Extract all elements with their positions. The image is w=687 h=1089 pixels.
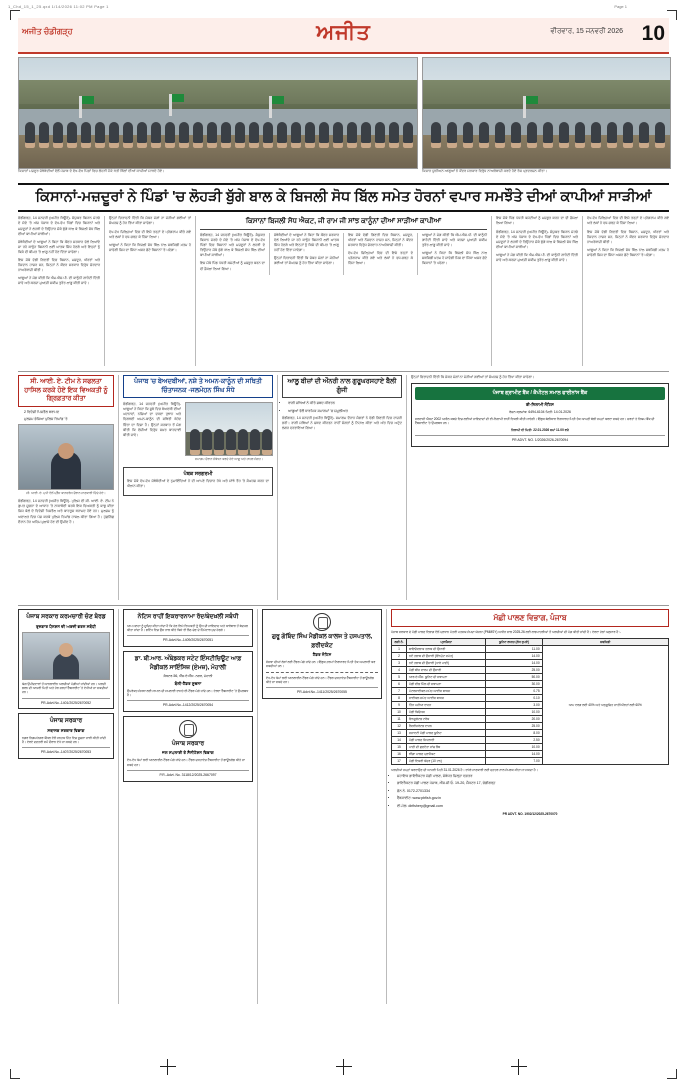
cell-unit-cost: 3.00 (486, 701, 542, 708)
cell-serial: 3 (392, 659, 407, 666)
ad-subtitle: ਜਲ ਸਪਲਾਈ ਤੇ ਸੈਨੀਟੇਸ਼ਨ ਵਿਭਾਗ (162, 750, 214, 756)
story-column-7 (496, 216, 578, 366)
paragraph: ਆਗੂਆਂ ਨੇ ਮੰਗ ਕੀਤੀ ਕਿ ਐਮ.ਐਸ.ਪੀ. ਦੀ ਕਾਨੂੰਨੀ ਗਾਰੰਟੀ ਦਿੱਤੀ ਜਾਵੇ ਅਤੇ ਕਰਜ਼ਾ ਮੁਆਫ਼ੀ ਸਕੀਮ ਤੁਰੰਤ ਲਾਗੂ ਕੀਤੀ ਜਾਵੇ। (422, 233, 487, 248)
ad-aims-mohali (123, 651, 253, 712)
paragraph: ਵੱਖ-ਵੱਖ ਜ਼ਿਲ੍ਹਿਆਂ ਵਿਚ ਵੀ ਇਸੇ ਤਰ੍ਹਾਂ ਦੇ ਪ੍ਰੋਗਰਾਮ ਕੀਤੇ ਗਏ ਅਤੇ ਲੋਕਾਂ ਨੇ ਵਧ-ਚੜ੍ਹ ਕੇ ਹਿੱਸਾ ਲਿਆ। (587, 216, 669, 226)
ad-title: ਪੰਜਾਬ ਸਰਕਾਰ (171, 740, 205, 747)
paragraph: ਵੱਖ-ਵੱਖ ਜ਼ਿਲ੍ਹਿਆਂ ਵਿਚ ਵੀ ਇਸੇ ਤਰ੍ਹਾਂ ਦੇ ਪ੍ਰੋਗਰਾਮ ਕੀਤੇ ਗਏ ਅਤੇ ਲੋਕਾਂ ਨੇ ਵਧ-ਚੜ੍ਹ ਕੇ ਹਿੱਸਾ ਲਿਆ। (109, 229, 191, 239)
column-header: ਯੂਨਿਟ ਲਾਗਤ (ਲੱਖ ਰੁਪਏ) (486, 638, 542, 645)
story2-bullets (18, 410, 114, 423)
ad-title: ਗੁਰੂ ਗੋਬਿੰਦ ਸਿੰਘ ਮੈਡੀਕਲ ਕਾਲਜ ਤੇ ਹਸਪਤਾਲ, ਫ਼ਰੀਦਕੋਟ (271, 634, 373, 649)
cell-project: ਨਵੇਂ ਤਲਾਬ ਦੀ ਉਸਾਰੀ (ਇੰਨਪੁੱਟ ਸਮੇਤ) (407, 652, 486, 659)
cell-project: ਬਾਇਓਫਲਾਕ ਤਲਾਬ ਦੀ ਉਸਾਰੀ (407, 645, 486, 652)
bottom-center-ads (262, 609, 382, 1004)
photo-protest-large (18, 57, 418, 169)
bank-ad-auction-date: ਨਿਲਾਮੀ ਦੀ ਮਿਤੀ: 22.01.2026 ਸਮਾਂ 11.00 ਵਜੇ (511, 427, 569, 432)
publication-date: ਵੀਰਵਾਰ, 15 ਜਨਵਰੀ 2026 (550, 28, 623, 35)
story-column-center (200, 216, 487, 366)
crop-mark-bottom-left (10, 1069, 20, 1079)
story-column-4 (274, 233, 339, 274)
cell-project: ਮੱਛੀ ਕਿਓਸਕ (407, 708, 486, 715)
paragraph: ਆਗੂਆਂ ਨੇ ਕਿਹਾ ਕਿ ਬਿਜਲੀ ਸੋਧ ਬਿੱਲ ਨਾਲ ਸਬਸਿਡੀ ਖ਼ਤਮ ਹੋ ਜਾਵੇਗੀ ਜਿਸ ਦਾ ਸਿੱਧਾ ਅਸਰ ਛੋਟੇ ਕਿਸਾਨਾਂ 'ਤੇ ਪਵੇਗਾ। (109, 242, 191, 252)
table-row (392, 645, 669, 652)
ad-body: ਯੋਗ ਉਮੀਦਵਾਰਾਂ ਤੋਂ ਆਨਲਾਈਨ ਅਰਜ਼ੀਆਂ ਮੰਗੀਆਂ ਜਾਂਦੀਆਂ ਹਨ। ਅਰਜ਼ੀ ਭਰਨ ਦੀ ਆਖ਼ਰੀ ਮਿਤੀ ਅਤੇ ਹੋਰ ਸ਼ਰਤਾਂ ਵੈੱਬਸਾਈਟ 'ਤੇ ਵੇਖੀਆਂ ਜਾ ਸਕਦੀਆਂ ਹਨ। (22, 681, 109, 695)
cell-unit-cost: 14.00 (486, 750, 542, 757)
masthead (18, 18, 669, 54)
cell-serial: 11 (392, 715, 407, 722)
cell-unit-cost: 11.00 (486, 645, 542, 652)
ad-pr-number: PR-Advt.No.-1409/2025/2670051 (127, 635, 249, 643)
ad-subtitle: ਸਥਾਨਕ ਸਰਕਾਰ ਵਿਭਾਗ (47, 727, 85, 733)
ad-title: ਪੰਜਾਬ ਸਰਕਾਰ ਕਰਮਚਾਰੀ ਚੋਣ ਬੋਰਡ (26, 614, 106, 621)
contact-item: • ਵੈੱਬਸਾਈਟ: www.pbfish.gov.in (397, 796, 669, 801)
cell-serial: 10 (392, 708, 407, 715)
bottom-left-ads (18, 609, 114, 1004)
ad-body: ਆਮ ਜਨਤਾ ਨੂੰ ਸੂਚਿਤ ਕੀਤਾ ਜਾਂਦਾ ਹੈ ਕਿ ਹੇਠ ਲਿਖੇ ਵਿਅਕਤੀ ਨੂੰ ਉਸ ਦੀ ਜਾਇਦਾਦ ਅਤੇ ਕਾਰੋਬਾਰ ਤੋਂ ਬੇਦਖ਼ਲ ਕੀਤਾ ਜਾਂਦਾ ਹੈ। ਭਵਿੱਖ ਵਿਚ ਉਸ ਨਾਲ ਕੀਤੇ ਕਿਸੇ ਵੀ ਲੈਣ-ਦੇਣ ਦੇ ਜ਼ਿੰਮੇਵਾਰ ਖ਼ੁਦ ਹੋਣਗੇ। (127, 623, 248, 633)
story3-photo-caption: ਸਮਾਗਮ ਦੌਰਾਨ ਸੰਬੋਧਨ ਕਰਦੇ ਹੋਏ ਆਗੂ ਅਤੇ ਹਾਜ਼ਰ ਸੰਗਤ। (195, 457, 263, 462)
story2-photo-caption: ਸੀ. ਆਈ. ਏ. ਮੁਖੀ ਵੱਲੋਂ ਪ੍ਰੈੱਸ ਕਾਨਫਰੰਸ ਦੌਰਾਨ ਜਾਣਕਾਰੀ ਦਿੰਦੇ ਹੋਏ। (26, 491, 106, 496)
cell-project: ਮੱਛੀ ਵਿਕਰੀ ਕੇਂਦਰ (10 ਟਨ) (407, 757, 486, 764)
fisheries-ad-pr-number: PR ADVT. NO. 1902/12/2025-2670070 (502, 811, 558, 816)
story4-title: ਆਲੂ ਬੀਜ਼ਾਂ ਦੀ ਔਨਰੀ ਨਾਲ ਗੁਰੂਘਰਸਹਾਏ ਬੈਲੀ ਗੁੰਜੀ (282, 375, 402, 398)
cell-serial: 7 (392, 687, 407, 694)
story-column-1 (18, 216, 100, 366)
page-title: ਕਿਸਾਨਾਂ-ਮਜ਼ਦੂਰਾਂ ਨੇ ਪਿੰਡਾਂ 'ਚ ਲੋਹੜੀ ਬੁੱਗੇ ਬਾਲ ਕੇ ਬਿਜਲੀ ਸੋਧ ਬਿੱਲ ਸਮੇਤ ਹੋਰਨਾਂ ਵਪਾਰ ਸਮਝੌਤੇ ਦੀਆਂ ਕਾਪੀਆਂ ਸਾੜੀਆਂ (18, 183, 669, 212)
fisheries-dept-ad (391, 609, 669, 1004)
cell-unit-cost: 8.00 (486, 729, 542, 736)
emblem-icon (179, 720, 197, 738)
cell-serial: 13 (392, 729, 407, 736)
bullet-item: • ਰਾਗੀ ਜਥਿਆਂ ਨੇ ਕੀਤੇ ਸ਼ਬਦ ਕੀਰਤਨ (288, 401, 402, 406)
ad-subtitle: ਬੋਲੀ-ਟੈਂਡਰ ਸੂਚਨਾ (174, 680, 202, 686)
cell-project: ਮੱਛੀ ਫੀਡ ਮਿੱਲ ਦੀ ਸਥਾਪਨਾ (407, 680, 486, 687)
column-header: ਪ੍ਰਾਜੈਕਟ (407, 638, 486, 645)
cell-project: ਪਾਣੀ ਦੀ ਗੁਣਵੱਤਾ ਜਾਂਚ ਲੈਬ (407, 743, 486, 750)
photo-band (18, 57, 669, 177)
ad-body-extra: ਵੱਖ-ਵੱਖ ਕੰਮਾਂ ਲਈ ਆਨਲਾਈਨ ਟੈਂਡਰ ਮੰਗੇ ਜਾਂਦੇ ਹਨ। ਟੈਂਡਰ ਦਸਤਾਵੇਜ਼ ਵੈੱਬਸਾਈਟ ਤੋਂ ਡਾਊਨਲੋਡ ਕੀਤੇ ਜਾ ਸਕਦੇ ਹਨ। (266, 675, 374, 684)
paragraph: ਆਗੂਆਂ ਨੇ ਮੰਗ ਕੀਤੀ ਕਿ ਐਮ.ਐਸ.ਪੀ. ਦੀ ਕਾਨੂੰਨੀ ਗਾਰੰਟੀ ਦਿੱਤੀ ਜਾਵੇ ਅਤੇ ਕਰਜ਼ਾ ਮੁਆਫ਼ੀ ਸਕੀਮ ਤੁਰੰਤ ਲਾਗੂ ਕੀਤੀ ਜਾਵੇ। (18, 276, 100, 286)
cell-serial: 14 (392, 736, 407, 743)
cell-unit-cost: 50.00 (486, 673, 542, 680)
paragraph: ਚੰਡੀਗੜ੍ਹ, 14 ਜਨਵਰੀ (ਅਜੀਤ ਬਿਊਰੋ)- ਸੰਯੁਕਤ ਕਿਸਾਨ ਮੋਰਚੇ ਦੇ ਸੱਦੇ 'ਤੇ ਅੱਜ ਪੰਜਾਬ ਦੇ ਵੱਖ-ਵੱਖ ਪਿੰਡਾਂ ਵਿਚ ਕਿਸਾਨਾਂ ਅਤੇ ਮਜ਼ਦੂਰਾਂ ਨੇ ਲੋਹੜੀ ਦੇ ਤਿਉਹਾਰ ਮੌਕੇ ਬੁੱਗੇ ਬਾਲ ਕੇ ਬਿਜਲੀ ਸੋਧ ਬਿੱਲ ਦੀਆਂ ਕਾਪੀਆਂ ਸਾੜੀਆਂ। (496, 229, 578, 249)
middle-section (18, 371, 669, 600)
photo-official-portrait (22, 632, 110, 680)
ad-medical-college (262, 609, 382, 699)
story-column-8 (587, 216, 669, 366)
ad-subtitle: ਟੈਂਡਰ ਨੋਟਿਸ (312, 652, 332, 658)
ad-bottom-left-notice (18, 713, 114, 759)
cell-serial: 16 (392, 750, 407, 757)
story4-bullets (282, 401, 402, 414)
photo-police-officer (18, 424, 114, 490)
cell-serial: 9 (392, 701, 407, 708)
crop-mark-bottom-right (667, 1069, 677, 1079)
print-filename: 1_Chd_15_1_25.qxd 1/14/2026 11:02 PM Page 1 (8, 4, 109, 9)
column-header: ਸਬਸਿਡੀ (542, 638, 668, 645)
bank-ad-body: ਸਰਫਾਸੀ ਐਕਟ 2002 ਅਧੀਨ ਕਬਜ਼ੇ ਵਿਚ ਲਈਆਂ ਜਾਇਦਾਦਾਂ ਦੀ ਈ-ਨਿਲਾਮੀ ਰਾਹੀਂ ਵਿਕਰੀ ਕੀਤੀ ਜਾਵੇਗੀ। ਇੱਛੁਕ ਬੋਲੀਕਾਰ ਨਿਰਧਾਰਤ ਮਿਤੀ ਤੱਕ ਆਪਣੀ ਬੋਲੀ ਜਮ੍ਹਾਂ ਕਰਵਾ ਸਕਦੇ ਹਨ। ਸ਼ਰਤਾਂ ਤੇ ਨਿਯਮ ਬੈਂਕ ਦੀ ਵੈੱਬਸਾਈਟ 'ਤੇ ਉਪਲਬਧ ਹਨ। (415, 417, 655, 426)
fisheries-ad-note: ਅਰਜ਼ੀਆਂ ਜਮ੍ਹਾਂ ਕਰਵਾਉਣ ਦੀ ਆਖ਼ਰੀ ਮਿਤੀ 31.01.2026 ਹੈ। ਵਧੇਰੇ ਜਾਣਕਾਰੀ ਲਈ ਦਫ਼ਤਰ ਨਾਲ ਸੰਪਰਕ ਕੀਤਾ ਜਾ ਸਕਦਾ ਹੈ। (391, 767, 538, 772)
paragraph: ਆਗੂਆਂ ਨੇ ਕਿਹਾ ਕਿ ਬਿਜਲੀ ਸੋਧ ਬਿੱਲ ਨਾਲ ਸਬਸਿਡੀ ਖ਼ਤਮ ਹੋ ਜਾਵੇਗੀ ਜਿਸ ਦਾ ਸਿੱਧਾ ਅਸਰ ਛੋਟੇ ਕਿਸਾਨਾਂ 'ਤੇ ਪਵੇਗਾ। (587, 247, 669, 257)
cell-serial: 5 (392, 673, 407, 680)
newspaper-logo: ਅਜੀਤ (316, 21, 371, 44)
paragraph: ਜੱਥੇਬੰਦੀਆਂ ਦੇ ਆਗੂਆਂ ਨੇ ਕਿਹਾ ਕਿ ਕੇਂਦਰ ਸਰਕਾਰ ਵੱਲੋਂ ਲਿਆਂਦੇ ਜਾ ਰਹੇ ਕਾਨੂੰਨ ਕਿਸਾਨੀ ਲਈ ਘਾਤਕ ਸਿੱਧ ਹੋਣਗੇ ਅਤੇ ਇਨ੍ਹਾਂ ਨੂੰ ਕਿਸੇ ਵੀ ਕੀਮਤ 'ਤੇ ਲਾਗੂ ਨਹੀਂ ਹੋਣ ਦਿੱਤਾ ਜਾਵੇਗਾ। (274, 233, 339, 253)
cell-unit-cost: 2.50 (486, 736, 542, 743)
photo-group-meeting (185, 402, 273, 456)
cell-serial: 1 (392, 645, 407, 652)
cell-project: ਨਵੇਂ ਤਲਾਬ ਦੀ ਉਸਾਰੀ (ਖਾਰੇ ਪਾਣੀ) (407, 659, 486, 666)
photo-caption-right: ਕਿਸਾਨ ਯੂਨੀਅਨ ਆਗੂਆਂ ਨੇ ਕੇਂਦਰ ਸਰਕਾਰ ਵਿਰੁੱਧ ਨਾਅਰੇਬਾਜ਼ੀ ਕਰਦੇ ਹੋਏ ਰੋਸ ਪ੍ਰਦਰਸ਼ਨ ਕੀਤਾ। (422, 169, 548, 173)
top-story-columns (18, 216, 669, 366)
cell-serial: 15 (392, 743, 407, 750)
ad-water-supply (123, 716, 253, 782)
bank-ad-title: ਈ-ਨਿਲਾਮੀ ਨੋਟਿਸ (526, 402, 554, 408)
ad-pr-number: PR-Advt.No.-1407/2025/2670053 (22, 747, 110, 755)
fisheries-table-body (392, 645, 669, 764)
print-page-mark: Page 1 (614, 4, 627, 9)
paragraph: ਉਨ੍ਹਾਂ ਚਿਤਾਵਨੀ ਦਿੱਤੀ ਕਿ ਜੇਕਰ ਮੰਗਾਂ ਨਾ ਮੰਨੀਆਂ ਗਈਆਂ ਤਾਂ ਸੰਘਰਸ਼ ਨੂੰ ਹੋਰ ਤਿੱਖਾ ਕੀਤਾ ਜਾਵੇਗਾ। (109, 216, 191, 226)
ad-eviction-notice (123, 609, 253, 647)
bank-ad-header: ਪੰਜਾਬ ਗ੍ਰਾਮੀਣ ਬੈਂਕ / ਕੈਪੀਟਲ ਸਮਾਲ ਫਾਈਨਾਂਸ ਬੈਂਕ (415, 387, 665, 400)
paragraph: ਆਗੂਆਂ ਨੇ ਕਿਹਾ ਕਿ ਬਿਜਲੀ ਸੋਧ ਬਿੱਲ ਨਾਲ ਸਬਸਿਡੀ ਖ਼ਤਮ ਹੋ ਜਾਵੇਗੀ ਜਿਸ ਦਾ ਸਿੱਧਾ ਅਸਰ ਛੋਟੇ ਕਿਸਾਨਾਂ 'ਤੇ ਪਵੇਗਾ। (422, 251, 487, 266)
cell-unit-cost: 10.00 (486, 708, 542, 715)
crowd-figures (19, 102, 417, 148)
ad-body: ਵੱਖ-ਵੱਖ ਕੰਮਾਂ ਲਈ ਆਨਲਾਈਨ ਟੈਂਡਰ ਮੰਗੇ ਜਾਂਦੇ ਹਨ। ਟੈਂਡਰ ਦਸਤਾਵੇਜ਼ ਵੈੱਬਸਾਈਟ ਤੋਂ ਡਾਊਨਲੋਡ ਕੀਤੇ ਜਾ ਸਕਦੇ ਹਨ। (127, 758, 245, 767)
column-header: ਲੜੀ ਨੰ. (392, 638, 407, 645)
cell-project: ਮੱਛੀ ਪਾਲਣ ਸਿਖਲਾਈ (407, 736, 486, 743)
cell-unit-cost: 7.00 (486, 757, 542, 764)
story-column-5 (348, 233, 413, 274)
cell-serial: 2 (392, 652, 407, 659)
paragraph: ਚੰਡੀਗੜ੍ਹ, 14 ਜਨਵਰੀ (ਅਜੀਤ ਬਿਊਰੋ)- ਸੰਯੁਕਤ ਕਿਸਾਨ ਮੋਰਚੇ ਦੇ ਸੱਦੇ 'ਤੇ ਅੱਜ ਪੰਜਾਬ ਦੇ ਵੱਖ-ਵੱਖ ਪਿੰਡਾਂ ਵਿਚ ਕਿਸਾਨਾਂ ਅਤੇ ਮਜ਼ਦੂਰਾਂ ਨੇ ਲੋਹੜੀ ਦੇ ਤਿਉਹਾਰ ਮੌਕੇ ਬੁੱਗੇ ਬਾਲ ਕੇ ਬਿਜਲੀ ਸੋਧ ਬਿੱਲ ਦੀਆਂ ਕਾਪੀਆਂ ਸਾੜੀਆਂ। (18, 216, 100, 236)
fisheries-ad-title: ਮੱਛੀ ਪਾਲਣ ਵਿਭਾਗ, ਪੰਜਾਬ (391, 609, 669, 627)
fisheries-scheme-table (391, 638, 669, 765)
cell-project: ਸਾਈਕਲ ਸਮੇਤ ਆਈਸ ਬਾਕਸ (407, 694, 486, 701)
contact-item: • ਡਾਇਰੈਕਟਰ ਮੱਛੀ ਪਾਲਣ ਪੰਜਾਬ, ਐੱਸ.ਸੀ.ਓ. 19-20, ਸੈਕਟਰ 17, ਚੰਡੀਗੜ੍ਹ (397, 781, 669, 786)
paragraph: ਇਸ ਮੌਕੇ ਪਿੰਡ ਪੱਧਰੀ ਕਮੇਟੀਆਂ ਨੂੰ ਮਜ਼ਬੂਤ ਕਰਨ ਦਾ ਵੀ ਫ਼ੈਸਲਾ ਲਿਆ ਗਿਆ। (200, 261, 265, 271)
cell-project: ਤਿੰਨ ਪਹੀਆ ਵਾਹਨ (407, 701, 486, 708)
crowd-figures-small (423, 102, 670, 148)
paragraph: ਇਸ ਮੌਕੇ ਪਿੰਡ ਪੱਧਰੀ ਕਮੇਟੀਆਂ ਨੂੰ ਮਜ਼ਬੂਤ ਕਰਨ ਦਾ ਵੀ ਫ਼ੈਸਲਾ ਲਿਆ ਗਿਆ। (496, 216, 578, 226)
cell-unit-cost: 14.00 (486, 659, 542, 666)
bank-ad-reference: ਰੋਜ਼ਨ ਕ੍ਰਮਾਂਕ: 6494-6104 ਮਿਤੀ: 14.01.2026 (509, 410, 571, 415)
emblem-icon (313, 613, 331, 631)
paragraph: ਆਗੂਆਂ ਨੇ ਮੰਗ ਕੀਤੀ ਕਿ ਐਮ.ਐਸ.ਪੀ. ਦੀ ਕਾਨੂੰਨੀ ਗਾਰੰਟੀ ਦਿੱਤੀ ਜਾਵੇ ਅਤੇ ਕਰਜ਼ਾ ਮੁਆਫ਼ੀ ਸਕੀਮ ਤੁਰੰਤ ਲਾਗੂ ਕੀਤੀ ਜਾਵੇ। (496, 252, 578, 262)
contact-item: • ਈ-ਮੇਲ: dirfishery@gmail.com (397, 804, 669, 809)
bottom-middle-ads (123, 609, 253, 1004)
ad-title: ਪੰਜਾਬ ਸਰਕਾਰ (49, 718, 83, 725)
ad-subtitle: ਰੁਜ਼ਗਾਰ ਪੈਨਸ਼ਨ ਦੀ ਅਰਜ਼ੀ ਭਰਨ ਸਬੰਧੀ (36, 623, 96, 629)
paragraph: ਇਸ ਮੌਕੇ ਵੱਡੀ ਗਿਣਤੀ ਵਿਚ ਕਿਸਾਨ, ਮਜ਼ਦੂਰ, ਔਰਤਾਂ ਅਤੇ ਨੌਜਵਾਨ ਹਾਜ਼ਰ ਸਨ, ਜਿਨ੍ਹਾਂ ਨੇ ਕੇਂਦਰ ਸਰਕਾਰ ਵਿਰੁੱਧ ਜ਼ੋਰਦਾਰ ਨਾਅਰੇਬਾਜ਼ੀ ਕੀਤੀ। (587, 229, 669, 244)
ad-body: ਉਪਰੋਕਤ ਸੰਸਥਾ ਲਈ ਸਾਮਾਨ ਦੀ ਸਪਲਾਈ ਵਾਸਤੇ ਈ-ਟੈਂਡਰ ਮੰਗੇ ਜਾਂਦੇ ਹਨ। ਵੇਰਵਾ ਵੈੱਬਸਾਈਟ 'ਤੇ ਉਪਲਬਧ ਹੈ। (127, 688, 249, 697)
story-column-2 (109, 216, 191, 366)
paragraph: ਚੰਡੀਗੜ੍ਹ, 14 ਜਨਵਰੀ (ਅਜੀਤ ਬਿਊਰੋ)- ਸੰਯੁਕਤ ਕਿਸਾਨ ਮੋਰਚੇ ਦੇ ਸੱਦੇ 'ਤੇ ਅੱਜ ਪੰਜਾਬ ਦੇ ਵੱਖ-ਵੱਖ ਪਿੰਡਾਂ ਵਿਚ ਕਿਸਾਨਾਂ ਅਤੇ ਮਜ਼ਦੂਰਾਂ ਨੇ ਲੋਹੜੀ ਦੇ ਤਿਉਹਾਰ ਮੌਕੇ ਬੁੱਗੇ ਬਾਲ ਕੇ ਬਿਜਲੀ ਸੋਧ ਬਿੱਲ ਦੀਆਂ ਕਾਪੀਆਂ ਸਾੜੀਆਂ। (200, 233, 265, 258)
cell-project: ਇਨਸੂਲੇਟਡ ਟਰੱਕ (407, 715, 486, 722)
story-column-6 (422, 233, 487, 274)
photo-protest-small (422, 57, 671, 169)
ad-address: ਸੈਕਟਰ-56, ਐੱਸ.ਏ.ਐੱਸ. ਨਗਰ, ਮੋਹਾਲੀ (163, 673, 213, 678)
story3-subblock (123, 467, 273, 496)
table-header-row (392, 638, 669, 645)
story2-block (18, 375, 114, 600)
cell-project: ਮੱਛੀ ਬੀਜ ਫਾਰਮ ਦੀ ਉਸਾਰੀ (407, 666, 486, 673)
story4-block (282, 375, 402, 600)
bank-auction-ad (411, 375, 669, 600)
cell-project: ਝੀਂਗਾ ਪਾਲਣ ਪ੍ਰਾਜੈਕਟ (407, 750, 486, 757)
cell-project: ਰੈਫਰੀਜਰੇਟਡ ਵਾਹਨ (407, 722, 486, 729)
fisheries-contacts (391, 774, 669, 809)
cell-subsidy: ਆਮ ਵਰਗ ਲਈ 40% ਅਤੇ ਅਨੁਸੂਚਿਤ ਜਾਤੀ/ਔਰਤਾਂ ਲਈ 60% (542, 645, 668, 764)
cell-unit-cost: 0.75 (486, 687, 542, 694)
ad-pr-number: P.R.-Advt. No. 3118/12/2025-2667097 (127, 770, 249, 778)
story3-subblock-title: ਪੰਥਕ ਸਰਗਰਮੀ (183, 471, 213, 478)
bank-ad-pr-number: PR ADVT. NO. 1/2026/2026-2670094 (415, 435, 665, 443)
paragraph: ਉਨ੍ਹਾਂ ਚਿਤਾਵਨੀ ਦਿੱਤੀ ਕਿ ਜੇਕਰ ਮੰਗਾਂ ਨਾ ਮੰਨੀਆਂ ਗਈਆਂ ਤਾਂ ਸੰਘਰਸ਼ ਨੂੰ ਹੋਰ ਤਿੱਖਾ ਕੀਤਾ ਜਾਵੇਗਾ। (274, 256, 339, 266)
cell-unit-cost: 14.00 (486, 652, 542, 659)
story3-body: ਚੰਡੀਗੜ੍ਹ, 14 ਜਨਵਰੀ (ਅਜੀਤ ਬਿਊਰੋ)- ਆਗੂਆਂ ਨੇ ਕਿਹਾ ਕਿ ਸੂਬੇ ਵਿਚ ਬੇਅਦਬੀ ਦੀਆਂ ਘਟਨਾਵਾਂ, ਨਸ਼ਿਆਂ ਦਾ ਵਧਦਾ ਰੁਝਾਨ ਅਤੇ ਵਿਗੜਦੀ ਅਮਨ-ਕਾਨੂੰਨ ਦੀ ਸਥਿਤੀ ਬੇਹੱਦ ਚਿੰਤਾ ਦਾ ਵਿਸ਼ਾ ਹੈ। ਉਨ੍ਹਾਂ ਸਰਕਾਰ ਤੋਂ ਮੰਗ ਕੀਤੀ ਕਿ ਦੋਸ਼ੀਆਂ ਵਿਰੁੱਧ ਸਖ਼ਤ ਕਾਰਵਾਈ ਕੀਤੀ ਜਾਵੇ। (123, 402, 181, 437)
cell-unit-cost: 0.10 (486, 694, 542, 701)
paragraph: ਇਸ ਮੌਕੇ ਵੱਡੀ ਗਿਣਤੀ ਵਿਚ ਕਿਸਾਨ, ਮਜ਼ਦੂਰ, ਔਰਤਾਂ ਅਤੇ ਨੌਜਵਾਨ ਹਾਜ਼ਰ ਸਨ, ਜਿਨ੍ਹਾਂ ਨੇ ਕੇਂਦਰ ਸਰਕਾਰ ਵਿਰੁੱਧ ਜ਼ੋਰਦਾਰ ਨਾਅਰੇਬਾਜ਼ੀ ਕੀਤੀ। (18, 257, 100, 272)
fisheries-ad-intro: ਪੰਜਾਬ ਸਰਕਾਰ ਦੇ ਮੱਛੀ ਪਾਲਣ ਵਿਭਾਗ ਵੱਲੋਂ ਪ੍ਰਧਾਨ ਮੰਤਰੀ ਮਤਸਯ ਸੰਪਦਾ ਯੋਜਨਾ (PMMSY) ਅਧੀਨ ਸਾਲ 2025-26 ਲਈ ਲਾਭਪਾਤਰੀਆਂ ਤੋਂ ਅਰਜ਼ੀਆਂ ਦੀ ਮੰਗ ਕੀਤੀ ਜਾਂਦੀ ਹੈ। ਵੇਰਵਾ ਹੇਠਾਂ ਅਨੁਸਾਰ ਹੈ :- (391, 630, 622, 635)
paragraph: ਉਨ੍ਹਾਂ ਚਿਤਾਵਨੀ ਦਿੱਤੀ ਕਿ ਜੇਕਰ ਮੰਗਾਂ ਨਾ ਮੰਨੀਆਂ ਗਈਆਂ ਤਾਂ ਸੰਘਰਸ਼ ਨੂੰ ਹੋਰ ਤਿੱਖਾ ਕੀਤਾ ਜਾਵੇਗਾ। (411, 375, 535, 380)
story2-title: ਸੀ. ਆਈ. ਏ. ਟੀਮ ਨੇ ਸਫਲਤਾ ਹਾਸਿਲ ਕਰਕੇ ਹੋਏ ਇਕ ਵਿਅਕਤੀ ਨੂੰ ਗ੍ਰਿਫ਼ਤਾਰ ਕੀਤਾ (18, 375, 114, 406)
cell-unit-cost: 10.00 (486, 743, 542, 750)
ad-pr-number: PR-Advt.No.-1411/2025/2670055 (266, 687, 378, 695)
photo-caption-left: ਕਿਸਾਨਾਂ ਮਜ਼ਦੂਰ ਜੱਥੇਬੰਦੀਆਂ ਵੱਲੋਂ ਪੰਜਾਬ ਦੇ ਵੱਖ-ਵੱਖ ਪਿੰਡਾਂ ਵਿਚ ਲੋਹੜੀ ਮੌਕੇ ਖੇਤੀ ਬਿੱਲਾਂ ਦੀਆਂ ਕਾਪੀਆਂ ਸਾੜਦੇ ਹੋਏ। (18, 169, 165, 173)
cell-serial: 4 (392, 666, 407, 673)
story-column-3 (200, 233, 265, 274)
story3-title: ਪੰਜਾਬ 'ਚ ਬੇਅਦਬੀਆਂ, ਨਸ਼ੇ ਤੇ ਅਮਨ-ਕਾਨੂੰਨ ਦੀ ਸਥਿਤੀ ਚਿੰਤਾਜਨਕ -ਜਲਮੋਹਨ ਸਿੰਘ ਸੰਧੇ (123, 375, 273, 398)
cell-serial: 17 (392, 757, 407, 764)
sub-headline: ਕਿਸਾਨਾਂ ਬਿਜਲੀ ਸੋਧ ਐਕਟ, ਜੀ ਰਾਮ ਜੀ ਸਾਂਝ ਕਾਨੂੰਨਾਂ ਦੀਆਂ ਸਾੜੀਆਂ ਕਾਪੀਆਂ (200, 218, 487, 230)
paragraph: ਵੱਖ-ਵੱਖ ਜ਼ਿਲ੍ਹਿਆਂ ਵਿਚ ਵੀ ਇਸੇ ਤਰ੍ਹਾਂ ਦੇ ਪ੍ਰੋਗਰਾਮ ਕੀਤੇ ਗਏ ਅਤੇ ਲੋਕਾਂ ਨੇ ਵਧ-ਚੜ੍ਹ ਕੇ ਹਿੱਸਾ ਲਿਆ। (348, 251, 413, 266)
cell-project: ਮੋਟਰਸਾਈਕਲ ਸਮੇਤ ਆਈਸ ਬਾਕਸ (407, 687, 486, 694)
paragraph: ਜੱਥੇਬੰਦੀਆਂ ਦੇ ਆਗੂਆਂ ਨੇ ਕਿਹਾ ਕਿ ਕੇਂਦਰ ਸਰਕਾਰ ਵੱਲੋਂ ਲਿਆਂਦੇ ਜਾ ਰਹੇ ਕਾਨੂੰਨ ਕਿਸਾਨੀ ਲਈ ਘਾਤਕ ਸਿੱਧ ਹੋਣਗੇ ਅਤੇ ਇਨ੍ਹਾਂ ਨੂੰ ਕਿਸੇ ਵੀ ਕੀਮਤ 'ਤੇ ਲਾਗੂ ਨਹੀਂ ਹੋਣ ਦਿੱਤਾ ਜਾਵੇਗਾ। (18, 239, 100, 254)
cell-unit-cost: 25.00 (486, 666, 542, 673)
bottom-section (18, 605, 669, 1004)
cell-unit-cost: 20.00 (486, 715, 542, 722)
story4-body: ਚੰਡੀਗੜ੍ਹ, 14 ਜਨਵਰੀ (ਅਜੀਤ ਬਿਊਰੋ)- ਸਮਾਗਮ ਦੌਰਾਨ ਸੰਗਤਾਂ ਨੇ ਵੱਡੀ ਗਿਣਤੀ ਵਿਚ ਹਾਜ਼ਰੀ ਭਰੀ। ਰਾਗੀ ਜਥਿਆਂ ਨੇ ਸ਼ਬਦ ਕੀਰਤਨ ਰਾਹੀਂ ਸੰਗਤਾਂ ਨੂੰ ਨਿਹਾਲ ਕੀਤਾ ਅਤੇ ਅੰਤ ਵਿਚ ਅਟੁੱਟ ਲੰਗਰ ਵਰਤਾਇਆ ਗਿਆ। (282, 416, 402, 431)
story3-subblock-body: ਇਸ ਮੌਕੇ ਵੱਖ-ਵੱਖ ਜੱਥੇਬੰਦੀਆਂ ਦੇ ਨੁਮਾਇੰਦਿਆਂ ਨੇ ਵੀ ਆਪਣੇ ਵਿਚਾਰ ਰੱਖੇ ਅਤੇ ਸਾਂਝੇ ਤੌਰ 'ਤੇ ਸੰਘਰਸ਼ ਕਰਨ ਦਾ ਐਲਾਨ ਕੀਤਾ। (127, 479, 269, 489)
ad-pr-number: PR-Advt.No.-1401/2025/2670052 (22, 698, 110, 706)
story3-block (123, 375, 273, 600)
contact-item: • ਫ਼ੋਨ ਨੰ. 0172-2701334 (397, 789, 669, 794)
edition-label: ਅਜੀਤ ਚੰਡੀਗੜ੍ਹ (22, 27, 73, 36)
ad-local-govt (18, 609, 114, 709)
cell-unit-cost: 30.00 (486, 680, 542, 687)
bullet-item: • ਮੁਲਜ਼ਮ ਭੇਜਿਆ ਪੁਲਿਸ ਰਿਮਾਂਡ 'ਤੇ (24, 417, 114, 422)
cell-project: ਸਜਾਵਟੀ ਮੱਛੀ ਪਾਲਣ ਯੂਨਿਟ (407, 729, 486, 736)
ad-body: ਨਗਰ ਨਿਗਮ/ਨਗਰ ਕੌਂਸਲ ਵੱਲੋਂ ਜਨਤਕ ਹਿੱਤ ਵਿਚ ਸੂਚਨਾ ਜਾਰੀ ਕੀਤੀ ਜਾਂਦੀ ਹੈ। ਵੇਰਵੇ ਦਫ਼ਤਰੀ ਸਮੇਂ ਦੌਰਾਨ ਵੇਖੇ ਜਾ ਸਕਦੇ ਹਨ। (22, 735, 106, 744)
cell-project: ਆਰ.ਏ.ਐੱਸ. ਯੂਨਿਟ ਦੀ ਸਥਾਪਨਾ (407, 673, 486, 680)
story2-body: ਚੰਡੀਗੜ੍ਹ, 14 ਜਨਵਰੀ (ਅਜੀਤ ਬਿਊਰੋ)- ਪੁਲਿਸ ਦੀ ਸੀ. ਆਈ. ਏ. ਟੀਮ ਨੇ ਗੁਪਤ ਸੂਚਨਾ ਦੇ ਆਧਾਰ 'ਤੇ ਨਾਕਾਬੰਦੀ ਕਰਕੇ ਇਕ ਵਿਅਕਤੀ ਨੂੰ ਕਾਬੂ ਕੀਤਾ ਜਿਸ ਕੋਲੋਂ ਦੋ ਵਿਦੇਸ਼ੀ ਪਿਸਤੌਲ ਅਤੇ ਕਾਰਤੂਸ ਬਰਾਮਦ ਹੋਏ ਹਨ। ਮੁਲਜ਼ਮ ਨੂੰ ਅਦਾਲਤ ਵਿਚ ਪੇਸ਼ ਕਰਕੇ ਪੁਲਿਸ ਰਿਮਾਂਡ ਹਾਸਲ ਕੀਤਾ ਗਿਆ ਹੈ। ਪੁੱਛਗਿੱਛ ਦੌਰਾਨ ਹੋਰ ਅਹਿਮ ਖ਼ੁਲਾਸੇ ਹੋਣ ਦੀ ਉਮੀਦ ਹੈ। (18, 499, 114, 524)
paragraph: ਇਸ ਮੌਕੇ ਵੱਡੀ ਗਿਣਤੀ ਵਿਚ ਕਿਸਾਨ, ਮਜ਼ਦੂਰ, ਔਰਤਾਂ ਅਤੇ ਨੌਜਵਾਨ ਹਾਜ਼ਰ ਸਨ, ਜਿਨ੍ਹਾਂ ਨੇ ਕੇਂਦਰ ਸਰਕਾਰ ਵਿਰੁੱਧ ਜ਼ੋਰਦਾਰ ਨਾਅਰੇਬਾਜ਼ੀ ਕੀਤੀ। (348, 233, 413, 248)
ad-title: ਨੋਟਿਸ ਰਾਹੀਂ ਇਕਰਾਰਨਾਮਾ ਰੱਦ/ਬੇਦਖ਼ਲੀ ਸਬੰਧੀ (137, 614, 239, 621)
cell-serial: 6 (392, 680, 407, 687)
cell-unit-cost: 25.00 (486, 722, 542, 729)
ad-body: ਸੰਸਥਾ ਦੀਆਂ ਲੋੜਾਂ ਲਈ ਟੈਂਡਰ ਮੰਗੇ ਜਾਂਦੇ ਹਨ। ਇੱਛੁਕ ਫ਼ਰਮਾਂ ਨਿਰਧਾਰਤ ਮਿਤੀ ਤੱਕ ਅਪਲਾਈ ਕਰ ਸਕਦੀਆਂ ਹਨ। (266, 660, 376, 669)
bullet-item: • ਆਗੂਆਂ ਵੱਲੋਂ ਧਾਰਮਿਕ ਸਮਾਗਮਾਂ 'ਚ ਸ਼ਮੂਲੀਅਤ (288, 409, 402, 414)
cell-serial: 12 (392, 722, 407, 729)
page-number: 10 (641, 22, 665, 45)
cell-serial: 8 (392, 694, 407, 701)
contact-item: • ਸਹਾਇਕ ਡਾਇਰੈਕਟਰ ਮੱਛੀ ਪਾਲਣ, ਸੰਬੰਧਤ ਜ਼ਿਲ੍ਹਾ ਦਫ਼ਤਰ (397, 774, 669, 779)
page-sheet (18, 18, 669, 1066)
ad-title: ਡਾ. ਬੀ.ਆਰ. ਅੰਬੇਡਕਰ ਸਟੇਟ ਇੰਸਟੀਚਿਊਟ ਆਫ਼ ਮੈਡੀਕਲ ਸਾਇੰਸਿਜ਼ (ਏਮਜ਼), ਮੋਹਾਲੀ (134, 656, 242, 671)
bullet-item: • 2 ਵਿਦੇਸ਼ੀ ਪਿਸਤੌਲ ਬਰਾਮਦ (24, 410, 114, 415)
ad-pr-number: PR-Advt.No.-1412/2025/2670054 (127, 700, 249, 708)
